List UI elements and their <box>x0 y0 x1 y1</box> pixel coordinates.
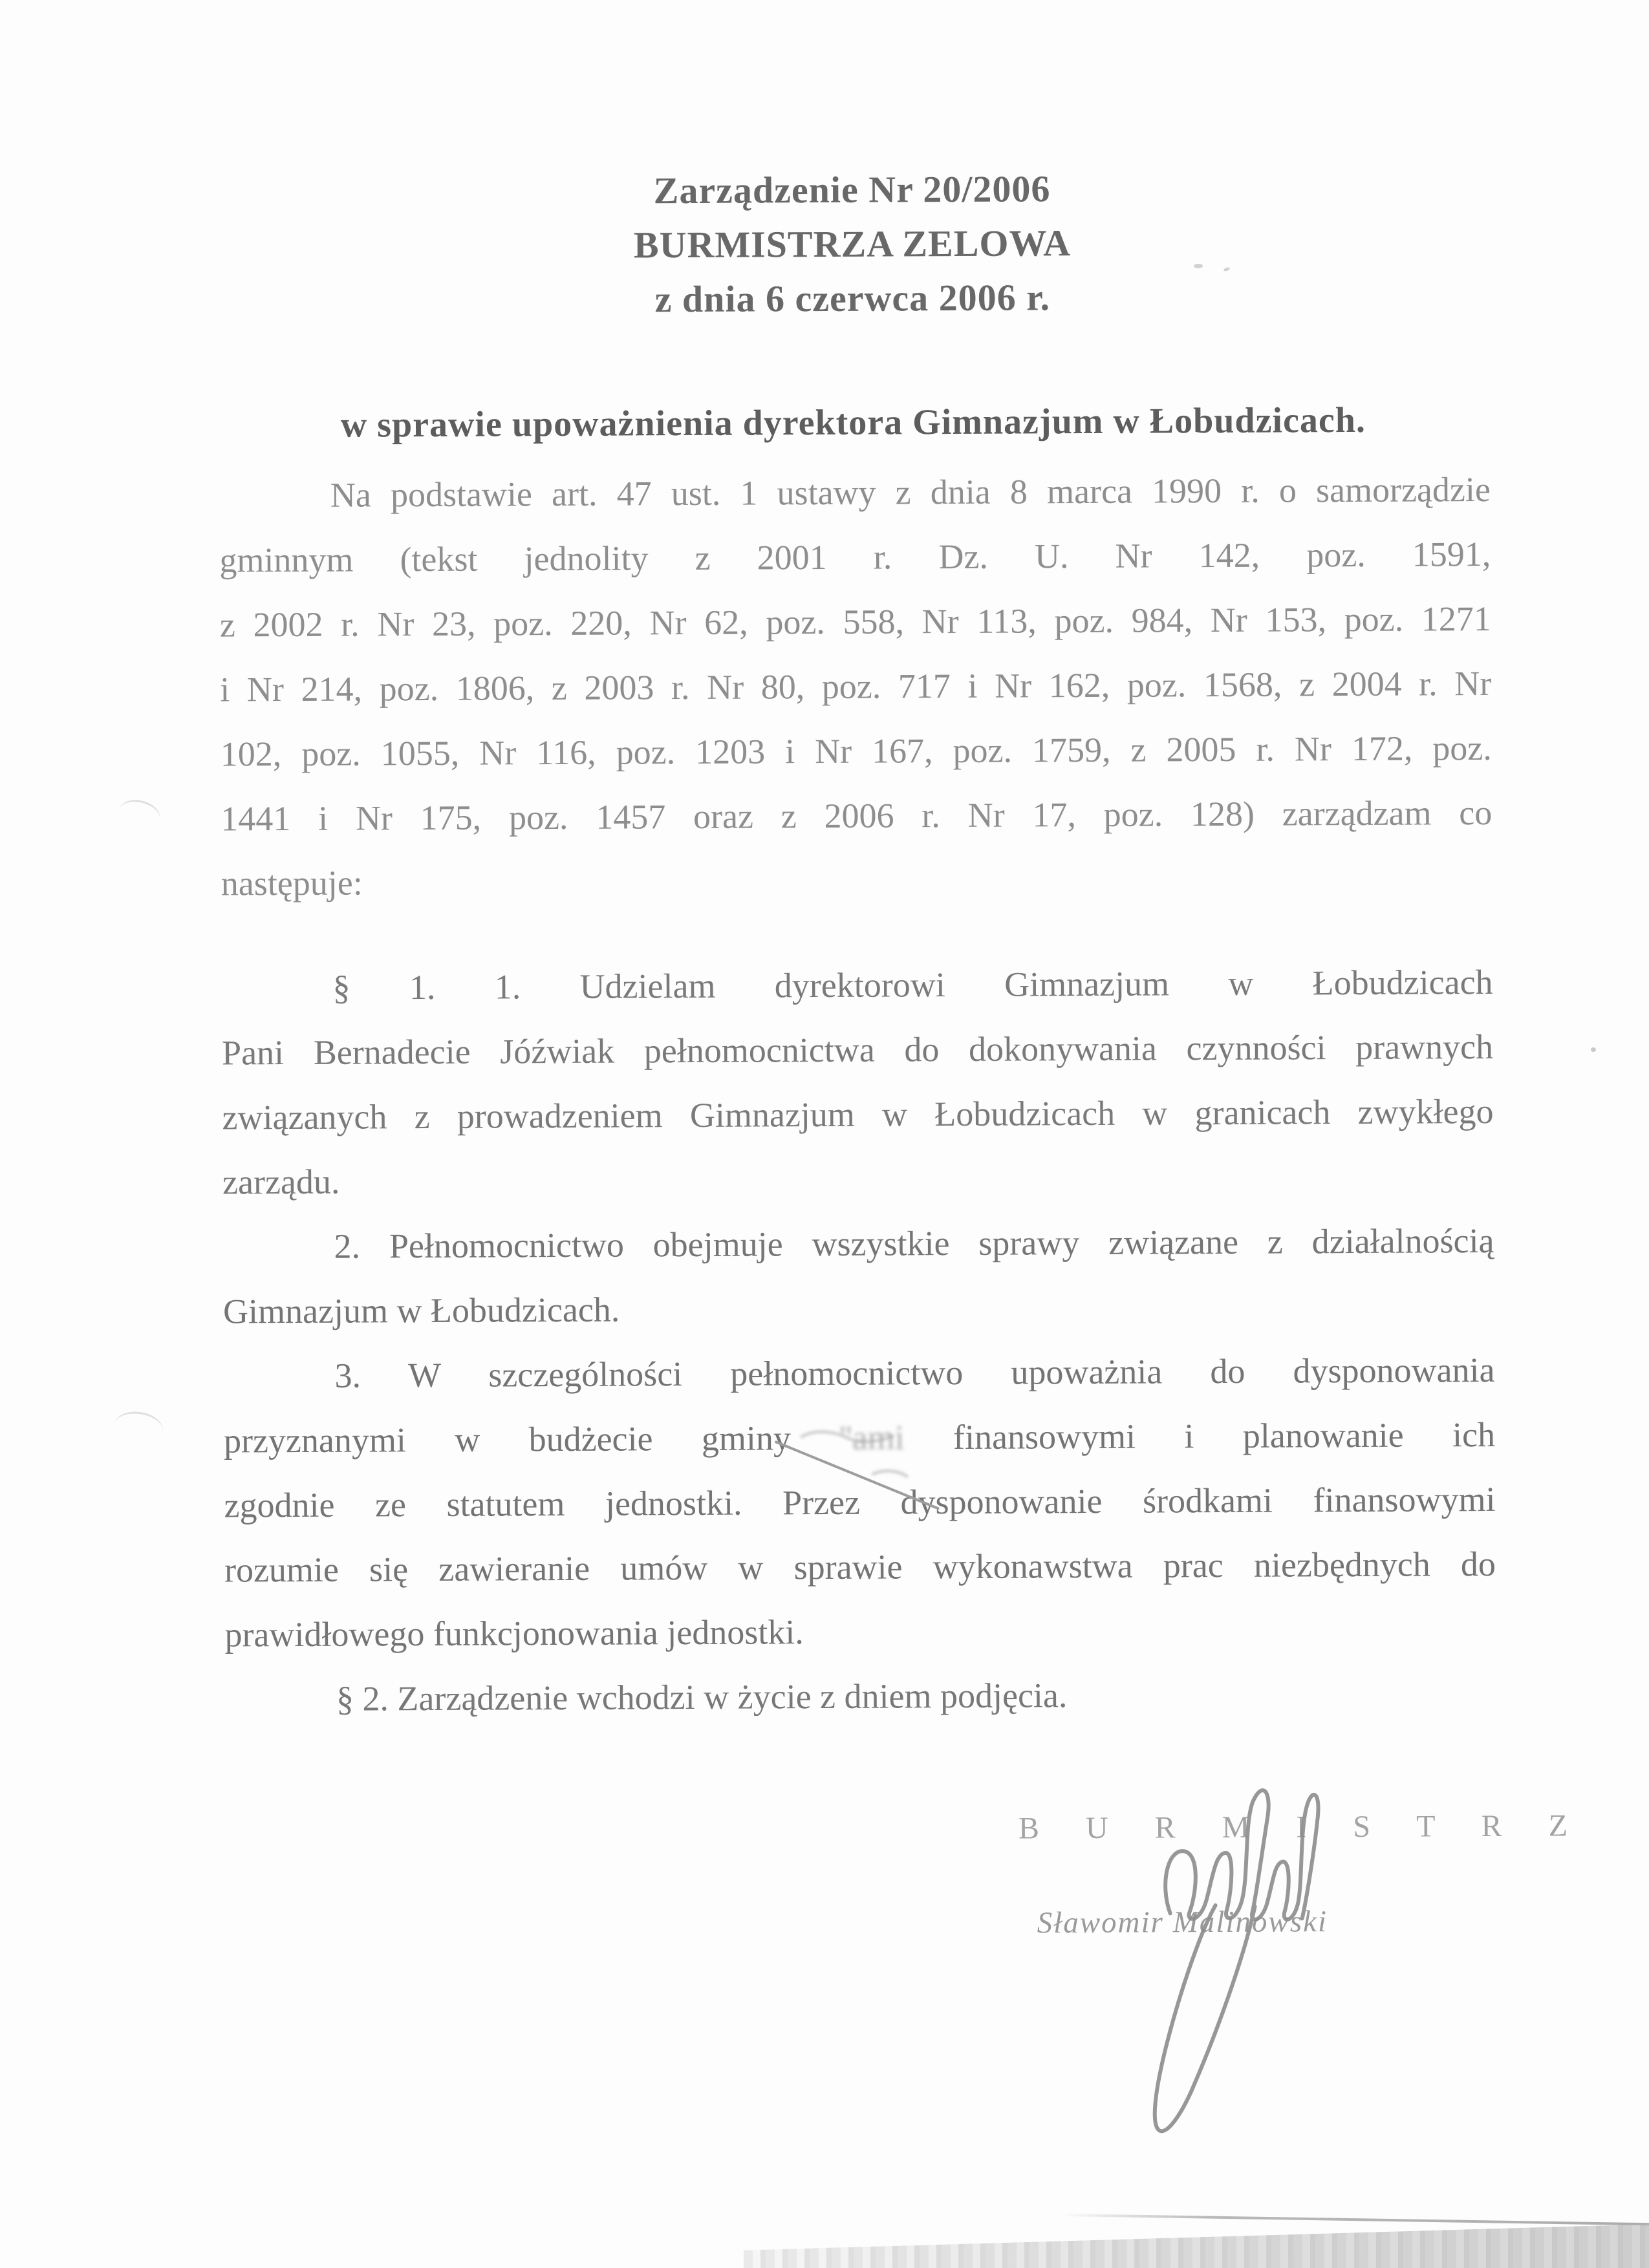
handwritten-signature <box>1039 1743 1403 2172</box>
body-line-point-2: 2. Pełnomocnictwo obejmuje wszystkie sprawy związane z działalnością <box>334 1221 1494 1266</box>
body-line: zarządu. <box>222 1162 340 1202</box>
body-line: Na podstawie art. 47 ust. 1 ustawy z dnia 8 marca 1990 r. o samorządzie <box>330 469 1491 515</box>
body-line-point-3: 3. W szczególności pełnomocnictwo upoważnia do dysponowania <box>334 1350 1495 1395</box>
signature-title-burmistrz: B U R M I S T R Z <box>1018 1808 1588 1846</box>
body-line-section-2: § 2. Zarządzenie wchodzi w życie z dniem podjęcia. <box>336 1676 1068 1718</box>
ordinance-date: z dnia 6 czerwca 2006 r. <box>654 276 1051 321</box>
body-line-section-1: § 1. 1. Udzielam dyrektorowi Gimnazjum w Łobudzicach <box>332 962 1493 1007</box>
body-line: Gimnazjum w Łobudzicach. <box>222 1290 620 1331</box>
document-subject: w sprawie upoważnienia dyrektora Gimnazjum w Łobudzicach. <box>340 400 1366 445</box>
body-line: następuje: <box>221 863 363 903</box>
body-line: zgodnie ze statutem jednostki. Przez dysponowanie środkami finansowymi <box>224 1479 1496 1525</box>
body-line: gminnym (tekst jednolity z 2001 r. Dz. U. Nr 142, poz. 1591, <box>219 534 1491 580</box>
signature-tail-stroke <box>1154 1905 1256 2132</box>
body-line: 102, poz. 1055, Nr 116, poz. 1203 i Nr 167, poz. 1759, z 2005 r. Nr 172, poz. <box>220 728 1492 774</box>
scan-artifact-speck <box>1591 1047 1596 1052</box>
smudged-word: ''ami <box>839 1418 905 1457</box>
diagonal-pen-line <box>776 1441 938 1509</box>
signature-word-stroke <box>1165 1790 1319 1920</box>
text-before-smudge: przyznanymi w budżecie gminy <box>223 1418 792 1460</box>
issuing-authority: BURMISTRZA ZELOWA <box>633 222 1072 266</box>
document-body <box>219 457 1497 1732</box>
signatory-name: Sławomir Malinowski <box>1037 1905 1328 1940</box>
body-line: Pani Bernadecie Jóźwiak pełnomocnictwa do dokonywania czynności prawnych <box>221 1027 1494 1073</box>
smudge-scribble <box>802 1431 892 1442</box>
body-line: z 2002 r. Nr 23, poz. 220, Nr 62, poz. 558, Nr 113, poz. 984, Nr 153, poz. 1271 <box>219 599 1491 645</box>
smudge-scribble <box>873 1471 907 1477</box>
body-line: związanych z prowadzeniem Gimnazjum w Łobudzicach w granicach zwykłego <box>222 1091 1494 1137</box>
body-line: 1441 i Nr 175, poz. 1457 oraz z 2006 r. Nr 17, poz. 128) zarządzam co <box>221 793 1493 839</box>
pen-strikethrough-mark <box>766 1415 973 1533</box>
body-line: prawidłowego funkcjonowania jednostki. <box>224 1612 804 1654</box>
scan-artifact-speck <box>1194 264 1203 268</box>
paragraph-gap <box>221 910 1493 956</box>
text-after-smudge: finansowymi i planowanie ich <box>953 1415 1496 1457</box>
body-line: rozumie się zawieranie umów w sprawie wykonawstwa prac niezbędnych do <box>224 1544 1496 1590</box>
ordinance-number: Zarządzenie Nr 20/2006 <box>653 167 1051 212</box>
document-title-block <box>216 160 1488 329</box>
body-line: i Nr 214, poz. 1806, z 2003 r. Nr 80, poz. 717 i Nr 162, poz. 1568, z 2004 r. Nr <box>220 663 1492 709</box>
